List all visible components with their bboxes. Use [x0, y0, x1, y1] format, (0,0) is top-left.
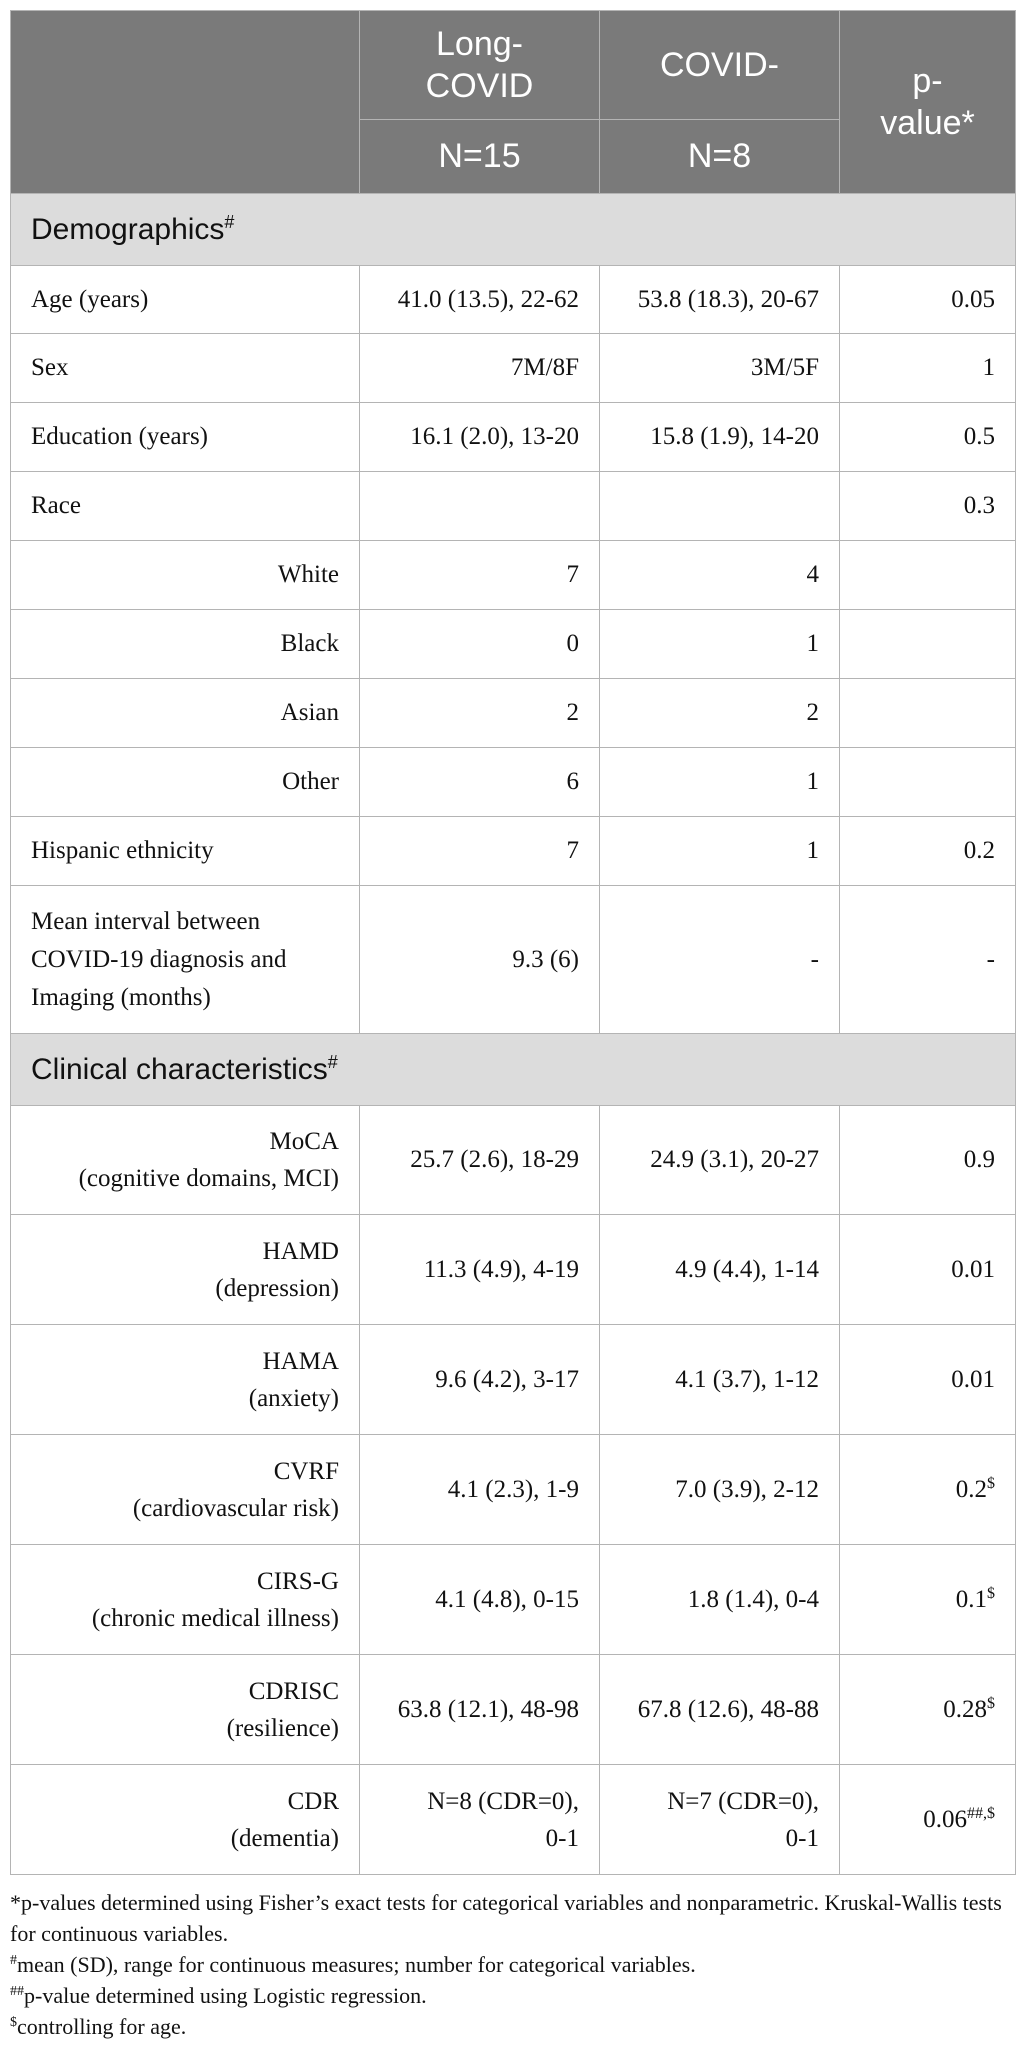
header-blank: [11, 11, 360, 194]
cell-covid: 67.8 (12.6), 48-88: [600, 1655, 840, 1765]
measure-name: MoCA: [269, 1128, 339, 1155]
row-label: White: [11, 541, 360, 610]
header-covid: COVID-: [600, 11, 840, 120]
row-label: [11, 1655, 360, 1765]
row-label: [11, 1765, 360, 1875]
cell-pvalue: 0.9: [840, 1106, 1016, 1215]
row-label: Sex: [11, 334, 360, 403]
cell-covid: 1.8 (1.4), 0-4: [600, 1545, 840, 1655]
section-demographics: [11, 194, 1016, 266]
measure-desc: (dementia): [230, 1824, 339, 1852]
cell-long-covid: 11.3 (4.9), 4-19: [360, 1215, 600, 1325]
measure-desc: (depression): [215, 1274, 339, 1302]
section-title: Demographics#: [11, 194, 1016, 266]
cell-pvalue: [840, 610, 1016, 679]
row-label: Age (years): [11, 266, 360, 334]
footnotes: [10, 1887, 1015, 2042]
row-label: [11, 1325, 360, 1435]
cell-covid: 3M/5F: [600, 334, 840, 403]
header-n-long-covid: N=15: [360, 119, 600, 193]
cell-long-covid: 2: [360, 679, 600, 748]
table-row: [11, 1325, 1016, 1435]
cell-long-covid: 0: [360, 610, 600, 679]
cell-long-covid: 41.0 (13.5), 22-62: [360, 266, 600, 334]
row-label: Mean interval between COVID-19 diagnosis and Imaging (months): [11, 886, 360, 1034]
row-label: Education (years): [11, 403, 360, 472]
cell-long-covid: 16.1 (2.0), 13-20: [360, 403, 600, 472]
measure-desc: (anxiety): [248, 1384, 339, 1412]
cell-pvalue: 0.01: [840, 1215, 1016, 1325]
row-label: Race: [11, 472, 360, 541]
table-container: [10, 10, 1015, 2042]
row-label: [11, 1106, 360, 1215]
cell-pvalue: 1: [840, 334, 1016, 403]
cell-covid: 1: [600, 817, 840, 886]
cell-pvalue: 0.2$: [840, 1435, 1016, 1545]
cell-pvalue: 0.01: [840, 1325, 1016, 1435]
measure-name: CDR: [287, 1787, 339, 1815]
cell-pvalue: -: [840, 886, 1016, 1034]
demographics-body: [11, 266, 1016, 1034]
header-long-covid: Long-COVID: [360, 11, 600, 120]
cell-pvalue: [840, 541, 1016, 610]
row-label: [11, 1545, 360, 1655]
cell-pvalue: 0.5: [840, 403, 1016, 472]
footnote-logistic: ##p-value determined using Logistic regression.: [10, 1983, 427, 2008]
row-label: [11, 1435, 360, 1545]
table-row: [11, 1765, 1016, 1875]
cell-pvalue: 0.05: [840, 266, 1016, 334]
header-row-1: [11, 11, 1016, 120]
cell-covid: [600, 472, 840, 541]
cell-pvalue: 0.06##,$: [840, 1765, 1016, 1875]
table-row: [11, 1215, 1016, 1325]
cell-pvalue: 0.1$: [840, 1545, 1016, 1655]
cell-long-covid: 4.1 (4.8), 0-15: [360, 1545, 600, 1655]
table-row: [11, 817, 1016, 886]
cell-long-covid: 6: [360, 748, 600, 817]
cell-covid: 1: [600, 610, 840, 679]
measure-desc: (chronic medical illness): [91, 1604, 339, 1632]
measure-desc: (cognitive domains, MCI): [78, 1165, 339, 1192]
measure-desc: (resilience): [226, 1714, 339, 1742]
cell-long-covid: N=8 (CDR=0), 0-1: [360, 1765, 600, 1875]
cell-covid: 15.8 (1.9), 14-20: [600, 403, 840, 472]
measure-desc: (cardiovascular risk): [132, 1494, 339, 1522]
row-label: Hispanic ethnicity: [11, 817, 360, 886]
cell-covid: 1: [600, 748, 840, 817]
section-clinical: [11, 1034, 1016, 1106]
cell-long-covid: 7: [360, 817, 600, 886]
footnote-pvalues: *p-values determined using Fisher’s exact tests for categorical variables and nonparametric. Kruskal-Wallis tests for continuous variables.: [10, 1890, 1002, 1946]
cell-covid: 2: [600, 679, 840, 748]
cell-covid: N=7 (CDR=0), 0-1: [600, 1765, 840, 1875]
table-row: [11, 748, 1016, 817]
characteristics-table: [10, 10, 1016, 1875]
table-row: [11, 334, 1016, 403]
cell-covid: 24.9 (3.1), 20-27: [600, 1106, 840, 1215]
cell-long-covid: 9.3 (6): [360, 886, 600, 1034]
measure-name: CVRF: [273, 1457, 339, 1485]
cell-pvalue: [840, 679, 1016, 748]
clinical-body: [11, 1106, 1016, 1875]
header-n-covid: N=8: [600, 119, 840, 193]
table-row: [11, 1435, 1016, 1545]
table-row: [11, 541, 1016, 610]
cell-covid: -: [600, 886, 840, 1034]
cell-long-covid: 7: [360, 541, 600, 610]
measure-name: CDRISC: [248, 1677, 339, 1705]
row-label: Asian: [11, 679, 360, 748]
table-row: [11, 1655, 1016, 1765]
table-row: [11, 679, 1016, 748]
cell-long-covid: 25.7 (2.6), 18-29: [360, 1106, 600, 1215]
row-label: Other: [11, 748, 360, 817]
cell-long-covid: 9.6 (4.2), 3-17: [360, 1325, 600, 1435]
cell-long-covid: 7M/8F: [360, 334, 600, 403]
cell-covid: 4: [600, 541, 840, 610]
measure-name: HAMA: [262, 1347, 339, 1375]
table-row: [11, 886, 1016, 1034]
cell-covid: 7.0 (3.9), 2-12: [600, 1435, 840, 1545]
cell-covid: 4.1 (3.7), 1-12: [600, 1325, 840, 1435]
cell-long-covid: 63.8 (12.1), 48-98: [360, 1655, 600, 1765]
table-row: [11, 472, 1016, 541]
measure-name: HAMD: [262, 1237, 339, 1265]
header-pvalue: p-value*: [840, 11, 1016, 194]
cell-pvalue: 0.3: [840, 472, 1016, 541]
row-label: [11, 1215, 360, 1325]
section-title: Clinical characteristics#: [11, 1034, 1016, 1106]
table-row: [11, 1545, 1016, 1655]
table-row: [11, 266, 1016, 334]
cell-pvalue: 0.28$: [840, 1655, 1016, 1765]
table-row: [11, 1106, 1016, 1215]
cell-covid: 4.9 (4.4), 1-14: [600, 1215, 840, 1325]
measure-name: CIRS-G: [257, 1567, 339, 1595]
footnote-age: $controlling for age.: [10, 2014, 187, 2039]
cell-pvalue: [840, 748, 1016, 817]
table-row: [11, 610, 1016, 679]
footnote-mean-sd: #mean (SD), range for continuous measures; number for categorical variables.: [10, 1952, 696, 1977]
row-label: Black: [11, 610, 360, 679]
cell-long-covid: [360, 472, 600, 541]
table-row: [11, 403, 1016, 472]
cell-long-covid: 4.1 (2.3), 1-9: [360, 1435, 600, 1545]
cell-covid: 53.8 (18.3), 20-67: [600, 266, 840, 334]
cell-pvalue: 0.2: [840, 817, 1016, 886]
